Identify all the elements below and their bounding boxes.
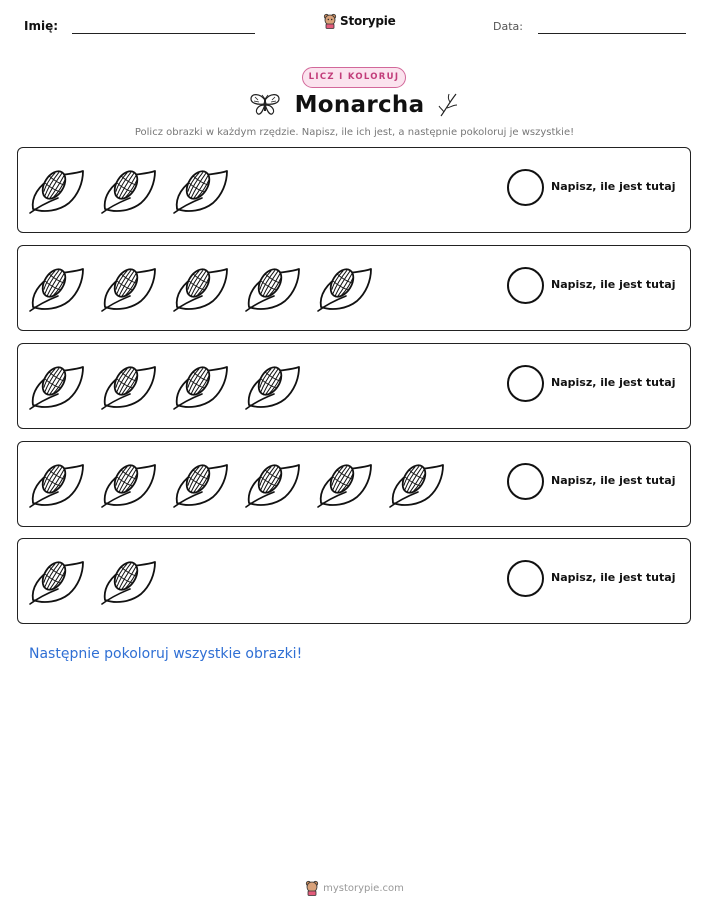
leaf-group [28, 261, 374, 313]
leaf-with-egg-icon [388, 457, 446, 509]
answer-label: Napisz, ile jest tutaj [551, 474, 676, 487]
leaf-with-egg-icon [28, 261, 86, 313]
leaf-group [28, 359, 302, 411]
activity-badge: LICZ I KOLORUJ [302, 67, 406, 88]
leaf-with-egg-icon [28, 163, 86, 215]
coloring-instruction: Następnie pokoloruj wszystkie obrazki! [29, 646, 303, 662]
leaf-with-egg-icon [28, 457, 86, 509]
leaf-with-egg-icon [316, 261, 374, 313]
count-row-2 [17, 245, 691, 331]
branch-icon [438, 92, 460, 118]
count-row-5 [17, 538, 691, 624]
storypie-footer-logo-icon [305, 880, 319, 896]
answer-circle[interactable] [507, 169, 544, 206]
answer-circle[interactable] [507, 365, 544, 402]
leaf-with-egg-icon [28, 359, 86, 411]
footer-url[interactable]: mystorypie.com [323, 882, 404, 894]
leaf-group [28, 554, 158, 606]
title-row [0, 92, 709, 118]
name-line[interactable] [72, 33, 255, 34]
count-row-4 [17, 441, 691, 527]
page-title: Monarcha [294, 92, 425, 118]
leaf-with-egg-icon [100, 457, 158, 509]
leaf-with-egg-icon [100, 359, 158, 411]
count-row-3 [17, 343, 691, 429]
name-label: Imię: [24, 19, 59, 33]
answer-circle[interactable] [507, 463, 544, 500]
leaf-with-egg-icon [316, 457, 374, 509]
answer-label: Napisz, ile jest tutaj [551, 376, 676, 389]
leaf-with-egg-icon [100, 163, 158, 215]
leaf-with-egg-icon [244, 261, 302, 313]
butterfly-icon [249, 93, 281, 117]
count-row-1 [17, 147, 691, 233]
answer-label: Napisz, ile jest tutaj [551, 278, 676, 291]
date-line[interactable] [538, 33, 686, 34]
leaf-group [28, 163, 230, 215]
answer-label: Napisz, ile jest tutaj [551, 571, 676, 584]
leaf-with-egg-icon [244, 457, 302, 509]
answer-label: Napisz, ile jest tutaj [551, 180, 676, 193]
leaf-with-egg-icon [172, 359, 230, 411]
leaf-group [28, 457, 446, 509]
leaf-with-egg-icon [172, 457, 230, 509]
leaf-with-egg-icon [28, 554, 86, 606]
leaf-with-egg-icon [172, 163, 230, 215]
leaf-with-egg-icon [100, 261, 158, 313]
leaf-with-egg-icon [244, 359, 302, 411]
brand [323, 13, 396, 29]
leaf-with-egg-icon [172, 261, 230, 313]
brand-name: Storypie [340, 14, 396, 28]
answer-circle[interactable] [507, 267, 544, 304]
storypie-logo-icon [323, 13, 337, 29]
answer-circle[interactable] [507, 560, 544, 597]
date-label: Data: [493, 20, 523, 33]
footer [0, 880, 709, 896]
leaf-with-egg-icon [100, 554, 158, 606]
instructions: Policz obrazki w każdym rzędzie. Napisz, ile ich jest, a następnie pokoloruj je wszystkie! [134, 127, 575, 138]
